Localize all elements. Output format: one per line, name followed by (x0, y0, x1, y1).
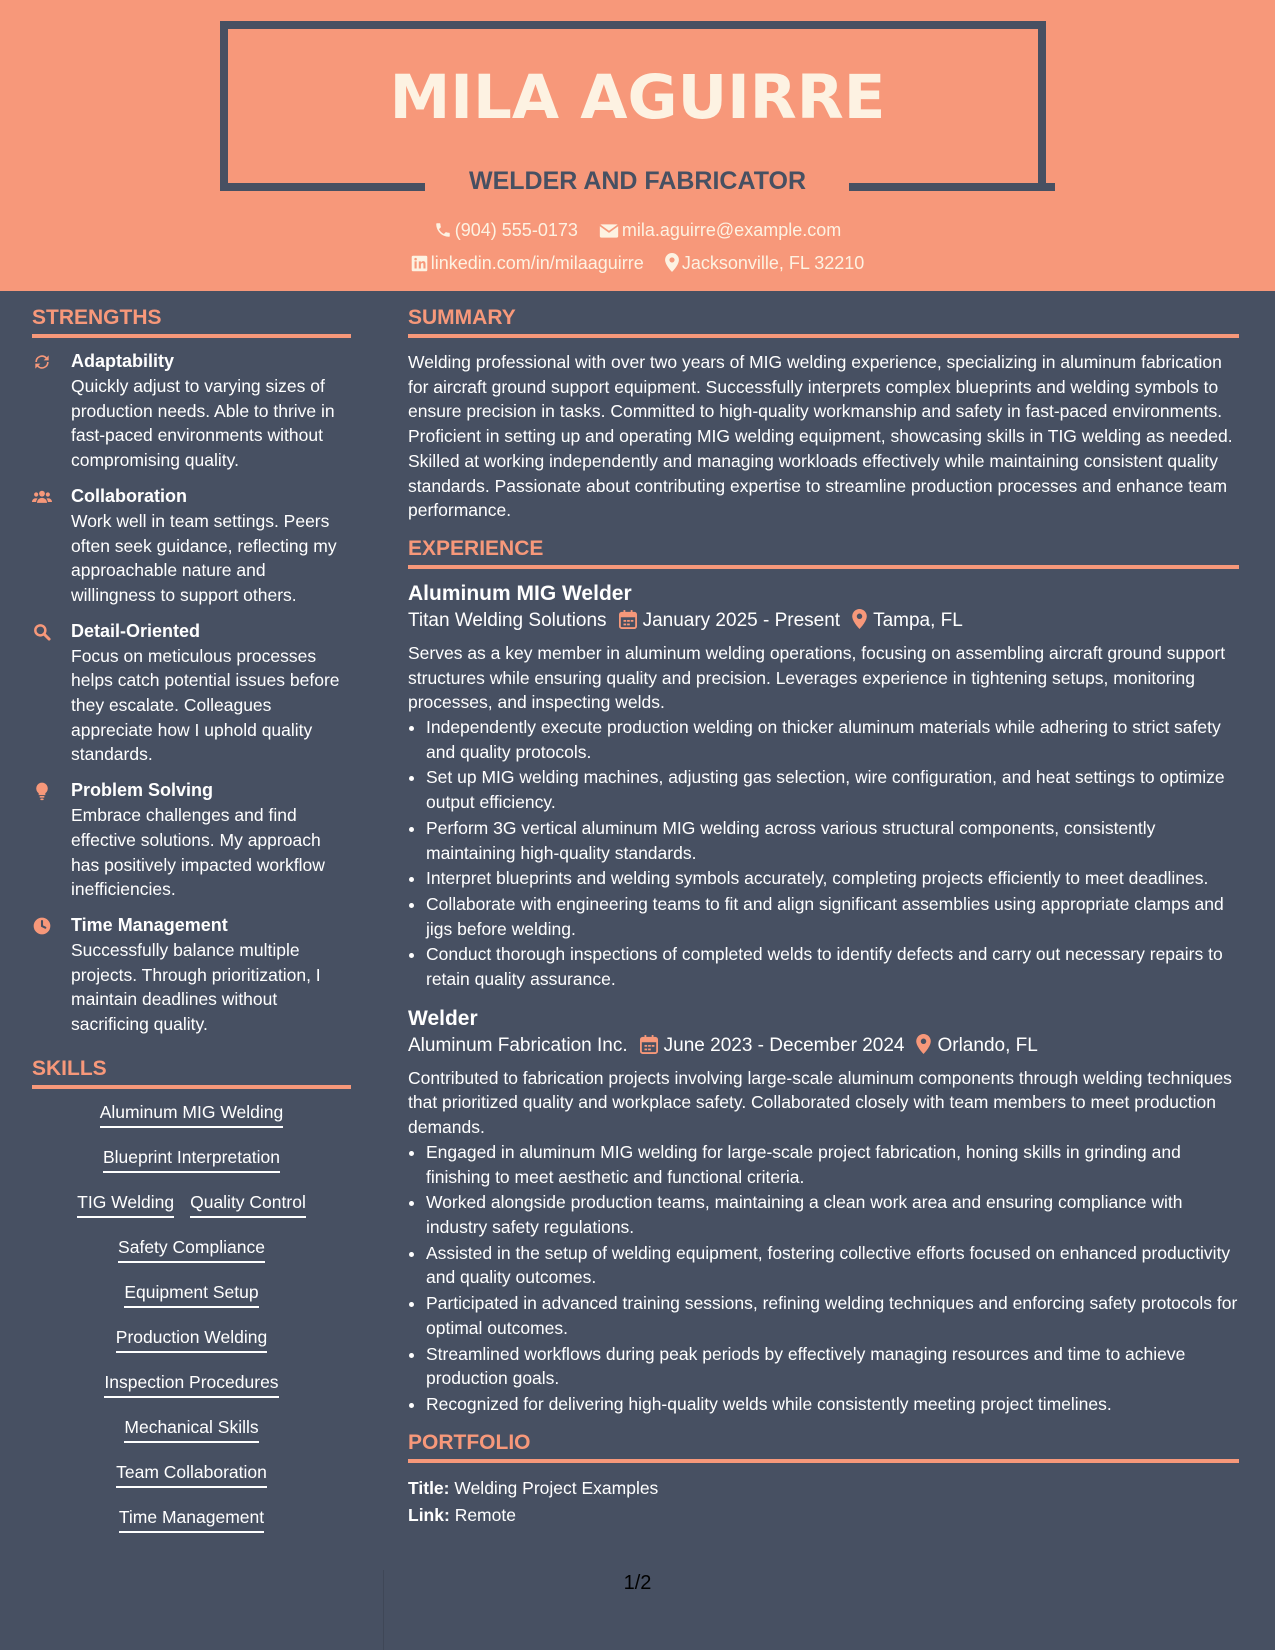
job-location: Tampa, FL (873, 609, 963, 631)
strength-desc: Work well in team settings. Peers often seek guidance, reflecting my approachable nature and willingness to support others. (71, 510, 337, 605)
skill-chip: Equipment Setup (124, 1281, 258, 1308)
candidate-name: MILA AGUIRRE (389, 62, 886, 133)
strength-title: Collaboration (71, 485, 187, 506)
linkedin-text: linkedin.com/in/milaaguirre (430, 253, 644, 273)
list-item: • Set up MIG welding machines, adjusting gas selection, wire configuration, and heat settings to optimize output efficiency. (426, 765, 1239, 814)
right-column (408, 306, 1239, 1529)
skills-list (32, 1101, 351, 1551)
strength-title: Problem Solving (71, 780, 214, 801)
experience-heading: EXPERIENCE (408, 537, 1239, 569)
summary-text: Welding professional with over two years of MIG welding experience, specializing in aluminum fabrication for aircraft ground support equipment. Successfully interprets complex blueprints and welding symbols to ensure precision in tasks. Committed to high-quality workmanship and safety in fast-paced environments. Proficient in setting up and operating MIG welding equipment, showcasing skills in TIG welding as needed. Skilled at working independently and managing workloads effectively while maintaining consistent quality standards. Passionate about contributing expertise to streamline production processes and enhance team performance. (408, 352, 1233, 521)
clock-icon (32, 916, 52, 936)
job-description: Serves as a key member in aluminum welding operations, focusing on assembling aircraft ground support structures while ensuring quality and precision. Leverages experience in tightening setups, monitoring processes, and inspecting welds. (408, 642, 1226, 713)
job-description: Contributed to fabrication projects involving large-scale aluminum components through welding techniques that prioritized quality and workplace safety. Collaborated closely with team members to meet production demands. (408, 1067, 1232, 1138)
strength-desc: Quickly adjust to varying sizes of production needs. Able to thrive in fast-paced environments without compromising quality. (71, 376, 335, 471)
job-company: Aluminum Fabrication Inc. (408, 1034, 628, 1056)
skill-chip: Time Management (119, 1506, 264, 1533)
skill-chip: Blueprint Interpretation (103, 1146, 280, 1173)
sync-icon (32, 352, 52, 372)
header-banner (0, 0, 1275, 291)
portfolio-link-line (408, 1502, 1239, 1529)
list-item: • Recognized for delivering high-quality welds while consistently meeting project timelines. (426, 1392, 1239, 1417)
map-pin-icon (916, 1034, 931, 1054)
search-icon (32, 622, 52, 642)
calendar-icon (640, 1035, 658, 1054)
job-dates: January 2025 - Present (642, 609, 841, 631)
map-pin-icon (852, 609, 867, 629)
list-item: • Collaborate with engineering teams to fit and align significant assemblies using appropriate clamps and jigs before welding. (426, 892, 1239, 941)
list-item: • Participated in advanced training sessions, refining welding techniques and enforcing safety protocols for optimal outcomes. (426, 1291, 1239, 1340)
strength-desc: Successfully balance multiple projects. Through prioritization, I maintain deadlines without sacrificing quality. (71, 939, 321, 1035)
list-item: • Conduct thorough inspections of completed welds to identify defects and carry out necessary repairs to retain quality assurance. (426, 942, 1239, 991)
map-pin-icon (665, 253, 679, 272)
strength-item (32, 914, 351, 1037)
page-number: 1/2 (623, 1572, 652, 1594)
email-item[interactable] (599, 220, 841, 241)
summary-heading: SUMMARY (408, 306, 1239, 338)
phone-item[interactable] (434, 220, 578, 241)
skill-chip: Aluminum MIG Welding (100, 1101, 284, 1128)
job-meta (408, 607, 1239, 635)
job-position: Aluminum MIG Welder (408, 581, 632, 605)
strength-desc: Focus on meticulous processes helps catch potential issues before they escalate. Colleagues appreciate how I uphold quality standards. (71, 645, 340, 765)
job-location: Orlando, FL (937, 1034, 1038, 1056)
job-bullets (408, 1140, 1239, 1417)
left-column (32, 306, 351, 1551)
calendar-icon (619, 610, 637, 629)
list-item: • Perform 3G vertical aluminum MIG welding across various structural components, consistently maintaining high-quality standards. (426, 816, 1239, 865)
email-text: mila.aguirre@example.com (621, 220, 842, 240)
strength-desc: Embrace challenges and find effective solutions. My approach has positively impacted workflow inefficiencies. (71, 805, 325, 900)
location-text: Jacksonville, FL 32210 (681, 253, 865, 273)
contact-row-1 (0, 220, 1275, 241)
phone-icon (434, 221, 452, 239)
job-position: Welder (408, 1006, 478, 1030)
skill-chip: Production Welding (116, 1326, 267, 1353)
portfolio-title-label: Title: (408, 1477, 450, 1498)
strength-item (32, 779, 351, 902)
job-meta (408, 1032, 1239, 1060)
portfolio-link-label: Link: (408, 1504, 450, 1525)
users-icon (32, 487, 52, 507)
portfolio-title-line (408, 1475, 1239, 1502)
envelope-icon (599, 223, 619, 239)
strength-item (32, 350, 351, 473)
skill-chip: Team Collaboration (116, 1461, 267, 1488)
list-item: • Assisted in the setup of welding equipment, fostering collective efforts focused on enhanced productivity and quality outcomes. (426, 1241, 1239, 1290)
job-dates: June 2023 - December 2024 (663, 1034, 905, 1056)
skill-chip: Quality Control (190, 1191, 306, 1218)
skill-chip: Mechanical Skills (124, 1416, 258, 1443)
list-item: • Worked alongside production teams, maintaining a clean work area and ensuring compliance with industry safety regulations. (426, 1190, 1239, 1239)
list-item: • Interpret blueprints and welding symbols accurately, completing projects efficiently to meet deadlines. (426, 866, 1239, 891)
strength-title: Detail-Oriented (71, 620, 201, 641)
job-company: Titan Welding Solutions (408, 609, 607, 631)
portfolio-heading: PORTFOLIO (408, 1431, 1239, 1463)
linkedin-item[interactable] (411, 253, 644, 274)
job-title: WELDER AND FABRICATOR (468, 167, 807, 195)
lightbulb-icon (32, 781, 52, 801)
strength-title: Adaptability (71, 351, 175, 371)
list-item: • Engaged in aluminum MIG welding for large-scale project fabrication, honing skills in grinding and finishing to meet aesthetic and functional criteria. (426, 1140, 1239, 1189)
contact-row-2 (0, 253, 1275, 274)
strength-item (32, 620, 351, 768)
skill-chip: TIG Welding (77, 1191, 174, 1218)
strength-title: Time Management (71, 914, 228, 935)
job-bullets (408, 715, 1239, 992)
job-entry (408, 581, 1239, 992)
strengths-heading: STRENGTHS (32, 306, 351, 338)
skill-chip: Safety Compliance (118, 1236, 265, 1263)
portfolio-title-value: Welding Project Examples (454, 1477, 659, 1498)
list-item: • Independently execute production welding on thicker aluminum materials while adhering to strict safety and quality protocols. (426, 715, 1239, 764)
list-item: • Streamlined workflows during peak periods by effectively managing resources and time to achieve production goals. (426, 1342, 1239, 1391)
phone-text: (904) 555-0173 (454, 220, 578, 240)
skill-chip: Inspection Procedures (104, 1371, 278, 1398)
location-item (665, 253, 864, 274)
portfolio-link-value[interactable]: Remote (454, 1504, 516, 1525)
job-entry (408, 1006, 1239, 1417)
strength-item (32, 485, 351, 608)
skills-heading: SKILLS (32, 1057, 351, 1089)
linkedin-icon (411, 255, 428, 272)
